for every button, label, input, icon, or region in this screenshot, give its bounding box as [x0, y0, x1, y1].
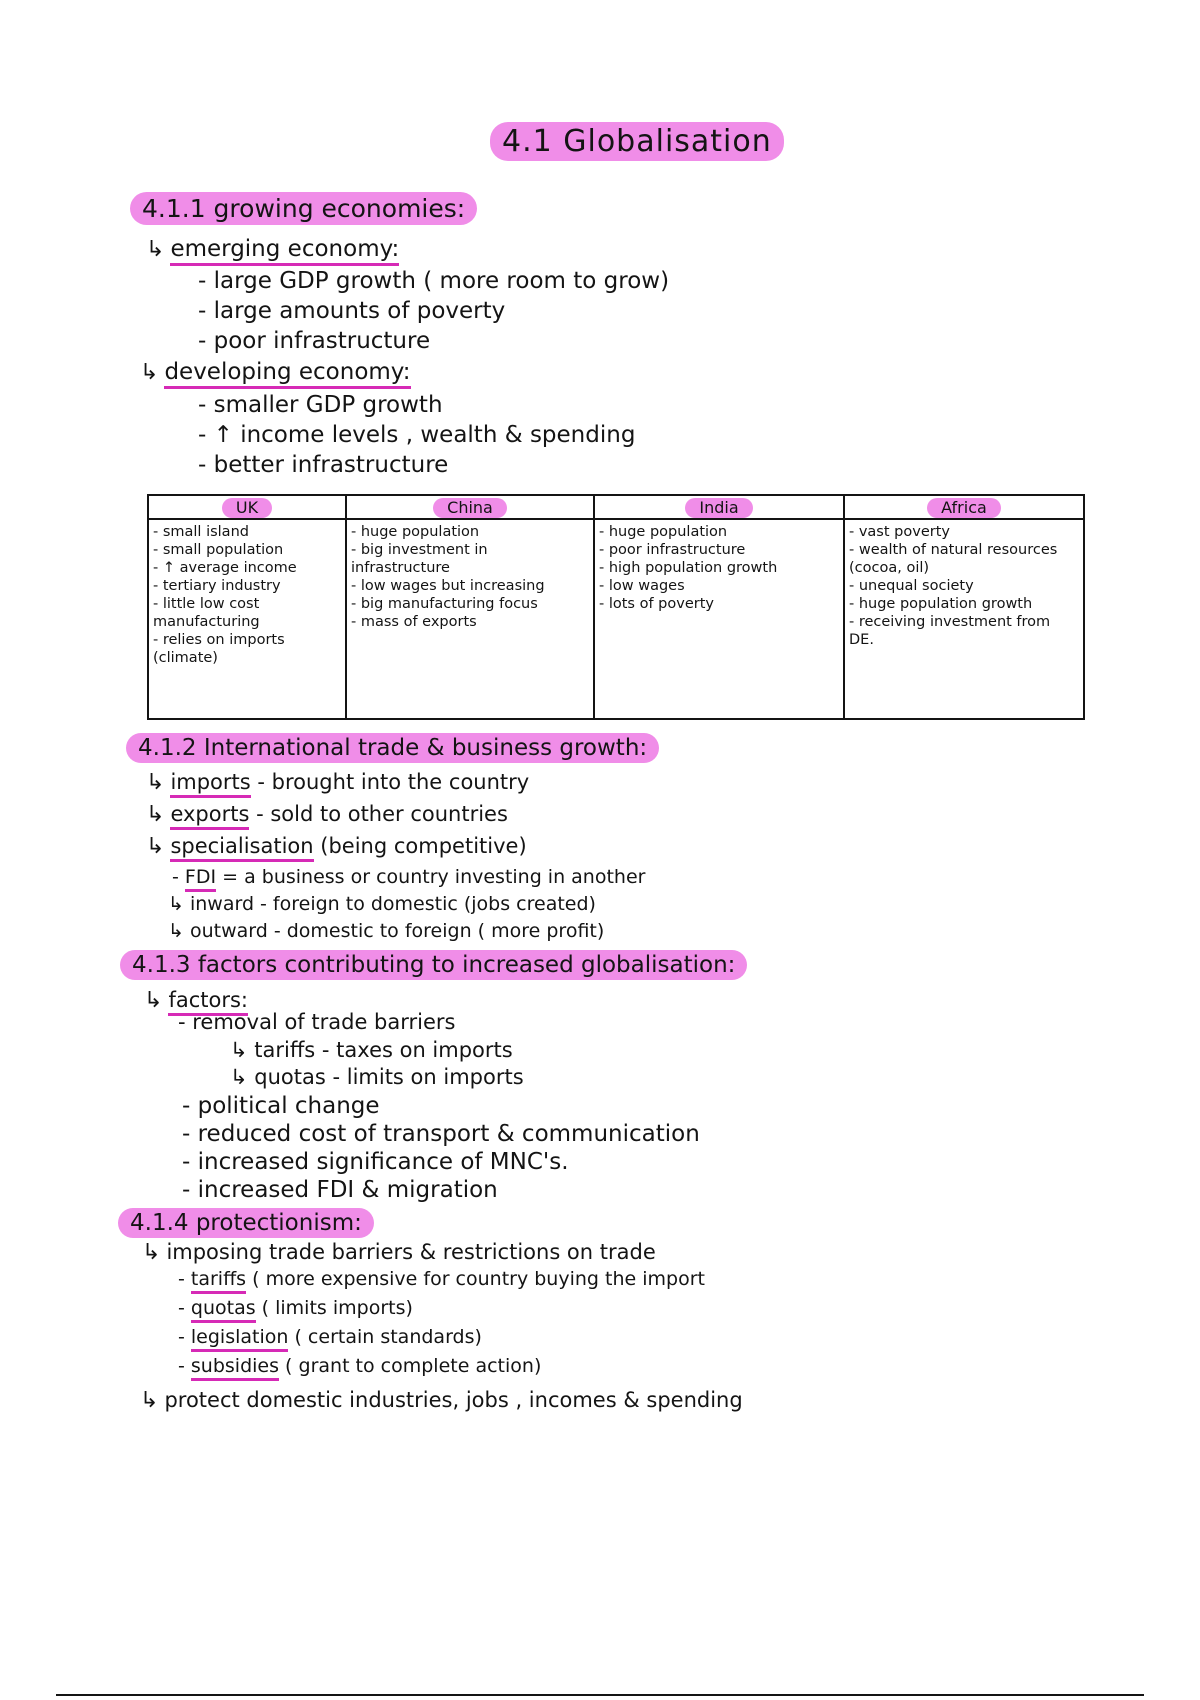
list-item: - large amounts of poverty — [198, 298, 506, 324]
protect-line — [140, 1388, 743, 1413]
section-heading-4-1-3: 4.1.3 factors contributing to increased globalisation: — [120, 950, 747, 980]
arrow-icon: ↳ — [142, 1240, 161, 1265]
list-item: - tariffs ( more expensive for country buying the import — [178, 1268, 705, 1290]
cell-line: - low wages but increasing — [351, 578, 545, 594]
list-item: - removal of trade barriers — [178, 1010, 456, 1034]
quotas-term: quotas — [191, 1297, 256, 1323]
footer-divider — [56, 1694, 1144, 1696]
specialisation-line — [146, 834, 527, 859]
emerging-economy-line — [146, 236, 399, 262]
fdi-line — [172, 866, 645, 888]
cell-line: - huge population — [351, 524, 480, 540]
header-china: China — [433, 498, 507, 518]
imports-term: imports — [170, 770, 250, 798]
header-africa: Africa — [927, 498, 1001, 518]
arrow-icon: ↳ — [140, 360, 159, 385]
cell-line: - little low cost manufacturing — [153, 596, 260, 630]
table-cell-china — [346, 519, 594, 719]
cell-line: - mass of exports — [351, 614, 477, 630]
cell-line: - low wages — [599, 578, 685, 594]
developing-economy-line — [140, 359, 411, 385]
list-item: - legislation ( certain standards) — [178, 1326, 482, 1348]
table-row — [148, 519, 1084, 719]
exports-term: exports — [170, 802, 249, 830]
arrow-icon: ↳ — [144, 988, 163, 1013]
table-cell-india — [594, 519, 844, 719]
quotas-note: ( limits imports) — [255, 1297, 413, 1319]
inward-line: ↳ inward - foreign to domestic (jobs created) — [168, 893, 596, 915]
list-item: ↳ tariffs - taxes on imports — [230, 1038, 513, 1062]
cell-line: - big investment in infrastructure — [351, 542, 488, 576]
cell-line: - small island — [153, 524, 249, 540]
cell-line: - high population growth — [599, 560, 778, 576]
outward-line: ↳ outward - domestic to foreign ( more profit) — [168, 920, 605, 942]
cell-line: - huge population — [599, 524, 728, 540]
list-item: - quotas ( limits imports) — [178, 1297, 413, 1319]
fdi-definition: = a business or country investing in another — [216, 866, 646, 888]
subsidies-note: ( grant to complete action) — [279, 1355, 542, 1377]
tariffs-term: tariffs — [191, 1268, 246, 1294]
exports-line — [146, 802, 508, 827]
arrow-icon: ↳ — [146, 237, 165, 262]
factors-label: factors: — [168, 988, 248, 1016]
emerging-economy-label: emerging economy: — [170, 236, 399, 266]
exports-definition: - sold to other countries — [249, 802, 508, 826]
cell-line: - big manufacturing focus — [351, 596, 538, 612]
imposing-text: imposing trade barriers & restrictions on trade — [166, 1240, 656, 1264]
section-heading-4-1-2: 4.1.2 International trade & business growth: — [126, 733, 659, 763]
list-item: - large GDP growth ( more room to grow) — [198, 268, 670, 294]
fdi-prefix: - — [172, 866, 185, 888]
protect-text: protect domestic industries, jobs , incomes & spending — [164, 1388, 743, 1412]
table-header-cell — [594, 495, 844, 519]
arrow-icon: ↳ — [146, 802, 165, 827]
table-header-cell — [844, 495, 1084, 519]
list-item: - ↑ income levels , wealth & spending — [198, 422, 636, 448]
cell-line: - ↑ average income — [153, 560, 297, 576]
table-header-row — [148, 495, 1084, 519]
list-item: - increased significance of MNC's. — [182, 1149, 569, 1175]
cell-line: - tertiary industry — [153, 578, 281, 594]
tariffs-note: ( more expensive for country buying the import — [246, 1268, 705, 1290]
cell-line: - vast poverty — [849, 524, 950, 540]
list-item: - reduced cost of transport & communication — [182, 1121, 700, 1147]
list-item: - subsidies ( grant to complete action) — [178, 1355, 541, 1377]
header-uk: UK — [222, 498, 272, 518]
list-item: - better infrastructure — [198, 452, 449, 478]
imports-definition: - brought into the country — [250, 770, 530, 794]
arrow-icon: ↳ — [140, 1388, 159, 1413]
cell-line: - wealth of natural resources (cocoa, oil) — [849, 542, 1058, 576]
subsidies-term: subsidies — [191, 1355, 279, 1381]
table-cell-uk — [148, 519, 346, 719]
fdi-term: FDI — [185, 866, 216, 892]
page-title: 4.1 Globalisation — [490, 122, 784, 161]
list-item: - poor infrastructure — [198, 328, 431, 354]
header-india: India — [685, 498, 752, 518]
cell-line: - poor infrastructure — [599, 542, 746, 558]
cell-line: - receiving investment from DE. — [849, 614, 1051, 648]
cell-line: - huge population growth — [849, 596, 1033, 612]
arrow-icon: ↳ — [146, 770, 165, 795]
arrow-icon: ↳ — [146, 834, 165, 859]
section-heading-4-1-4: 4.1.4 protectionism: — [118, 1208, 374, 1238]
developing-economy-label: developing economy: — [164, 359, 410, 389]
specialisation-term: specialisation — [170, 834, 313, 862]
table-header-cell — [346, 495, 594, 519]
table-cell-africa — [844, 519, 1084, 719]
imposing-line — [142, 1240, 656, 1265]
comparison-table — [147, 494, 1085, 720]
cell-line: - relies on imports (climate) — [153, 632, 285, 666]
table-header-cell — [148, 495, 346, 519]
cell-line: - unequal society — [849, 578, 974, 594]
specialisation-note: (being competitive) — [313, 834, 527, 858]
section-heading-4-1-1: 4.1.1 growing economies: — [130, 192, 477, 225]
cell-line: - lots of poverty — [599, 596, 714, 612]
list-item: ↳ quotas - limits on imports — [230, 1065, 524, 1089]
legislation-note: ( certain standards) — [288, 1326, 482, 1348]
imports-line — [146, 770, 529, 795]
legislation-term: legislation — [191, 1326, 289, 1352]
cell-line: - small population — [153, 542, 284, 558]
list-item: - smaller GDP growth — [198, 392, 443, 418]
list-item: - political change — [182, 1093, 380, 1119]
list-item: - increased FDI & migration — [182, 1177, 498, 1203]
